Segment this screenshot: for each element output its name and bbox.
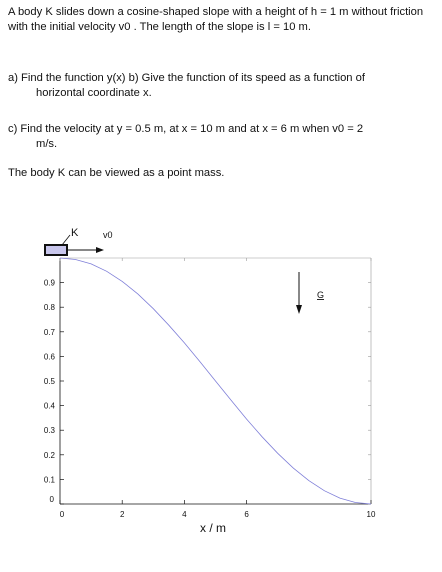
velocity-arrow-head [96,247,104,253]
problem-note: The body K can be viewed as a point mass. [8,167,225,179]
x-axis-ticks [60,258,376,519]
problem-part-c [8,122,428,151]
body-block [45,245,67,255]
x-axis-title: x / m [200,521,226,535]
y-tick-label: 0.7 [43,327,55,337]
part-c-line1: c) Find the velocity at y = 0.5 m, at x = 10 m and at x = 6 m when v0 = 2 [8,123,364,135]
y-axis-ticks [44,279,371,504]
body-label: K [71,227,79,239]
x-tick-label: 2 [119,510,125,519]
y-tick-label: 0.9 [43,278,55,288]
gravity-arrow-head [296,305,302,314]
body-label-leader [62,235,70,245]
y-tick-label: 0.1 [43,475,55,485]
y-tick-label: 0.8 [43,303,55,313]
y-tick-label: 0.2 [43,450,55,460]
y-tick-label: 0.6 [43,352,55,362]
slope-curve [60,258,371,504]
problem-part-ab [8,71,428,100]
gravity-label: G [317,290,325,300]
x-tick-label: 4 [182,510,187,519]
slope-figure [0,214,442,544]
y-tick-label: 0.4 [43,401,55,411]
part-c-line2: m/s. [36,137,58,150]
problem-intro: A body K slides down a cosine-shaped slope with a height of h = 1 m without friction with the initial velocity v0 . The length of the slope is l = 10 m. [8,6,424,33]
y-tick-label: 0.3 [43,426,55,436]
velocity-label: v0 [103,230,113,240]
part-ab-line2: horizontal coordinate x. [36,86,152,99]
x-tick-label: 10 [366,510,376,519]
x-tick-label: 0 [59,510,65,519]
x-tick-label: 6 [244,510,249,519]
part-ab-line1: a) Find the function y(x) b) Give the function of its speed as a function of [8,72,365,84]
y-tick-label: 0 [49,495,54,504]
y-tick-label: 0.5 [43,377,55,386]
